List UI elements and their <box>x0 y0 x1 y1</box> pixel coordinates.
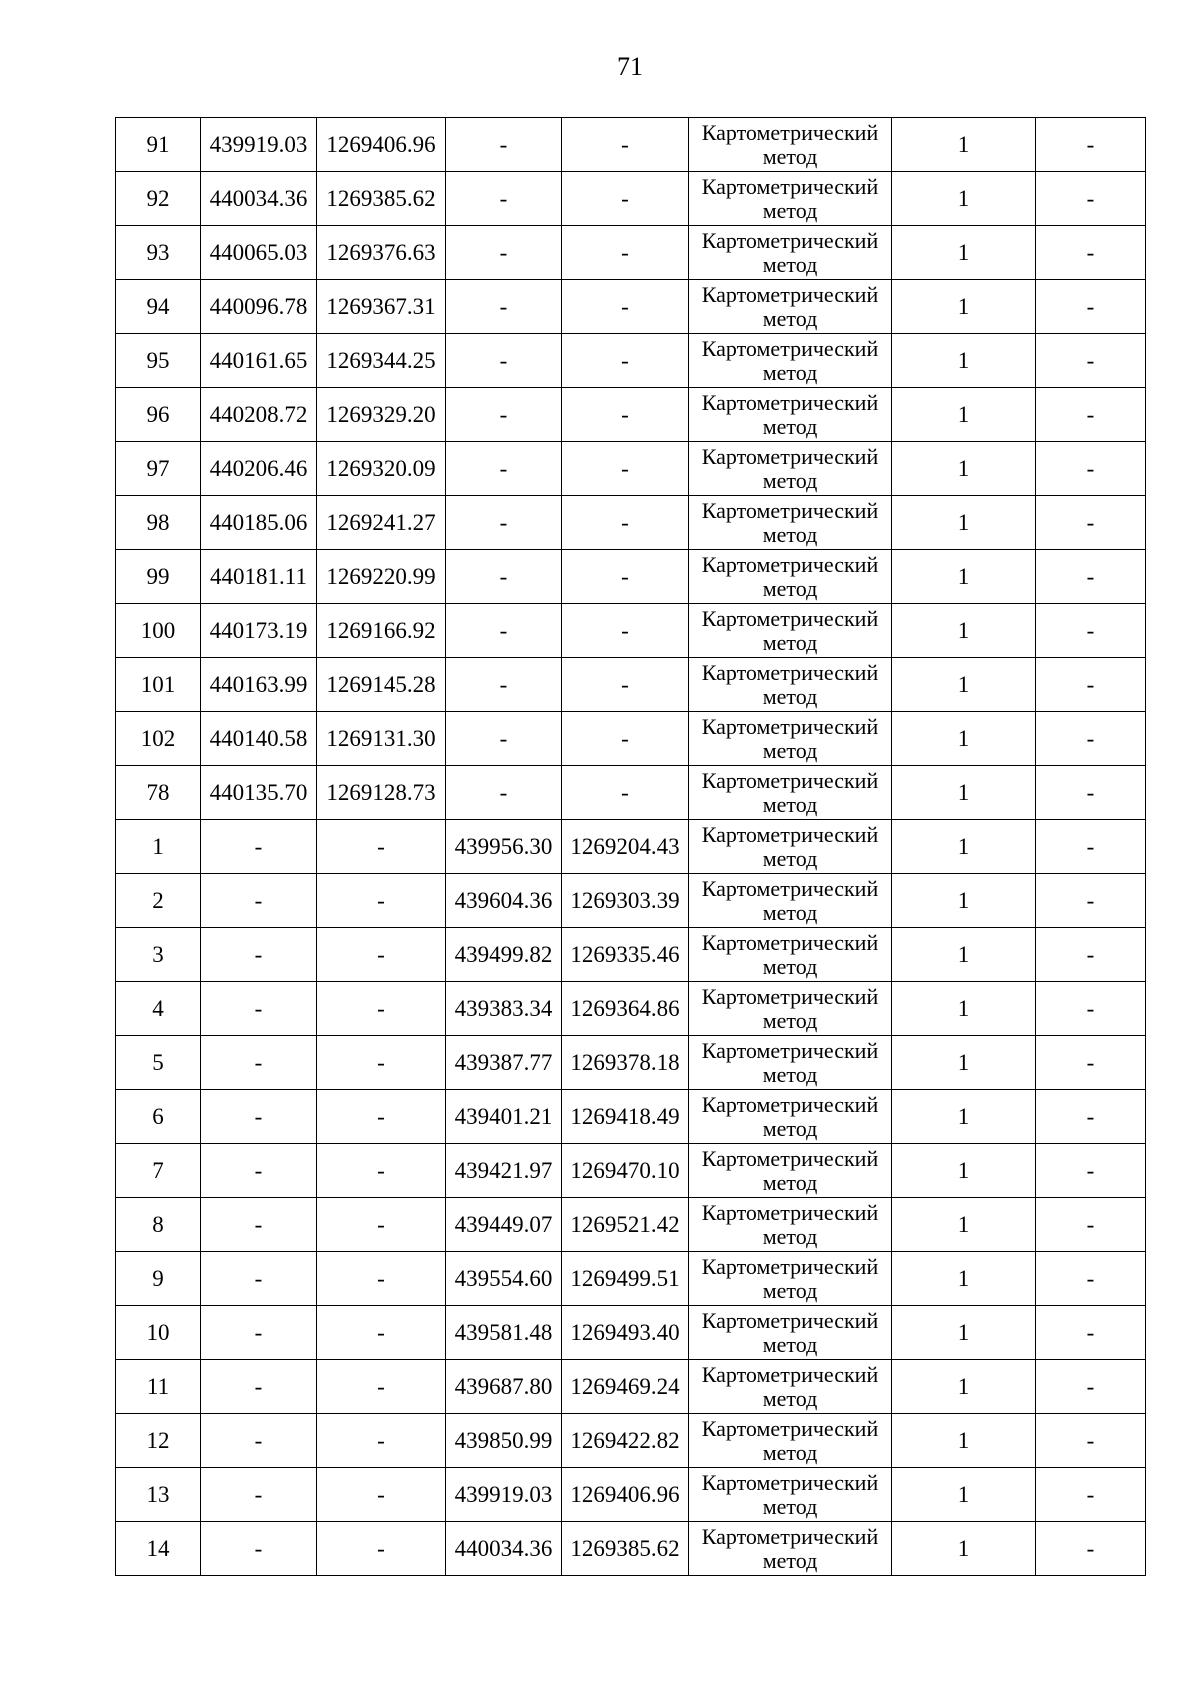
point-number-cell: 11 <box>116 1360 201 1414</box>
table-row <box>116 1036 1146 1090</box>
accuracy-cell: 1 <box>892 496 1036 550</box>
existing-x-cell: 439919.03 <box>201 118 317 172</box>
description-cell: - <box>1036 658 1146 712</box>
existing-y-cell: - <box>317 1252 446 1306</box>
point-number-cell: 91 <box>116 118 201 172</box>
description-cell: - <box>1036 334 1146 388</box>
new-y-cell: 1269303.39 <box>562 874 689 928</box>
existing-x-cell: 440161.65 <box>201 334 317 388</box>
coordinates-table <box>115 117 1146 1576</box>
method-cell: Картометрический метод <box>689 1468 892 1522</box>
point-number-cell: 10 <box>116 1306 201 1360</box>
description-cell: - <box>1036 118 1146 172</box>
existing-y-cell: 1269385.62 <box>317 172 446 226</box>
accuracy-cell: 1 <box>892 1468 1036 1522</box>
description-cell: - <box>1036 1252 1146 1306</box>
table-row <box>116 1144 1146 1198</box>
point-number-cell: 97 <box>116 442 201 496</box>
description-cell: - <box>1036 982 1146 1036</box>
existing-y-cell: - <box>317 1090 446 1144</box>
method-cell: Картометрический метод <box>689 550 892 604</box>
existing-y-cell: - <box>317 982 446 1036</box>
method-cell: Картометрический метод <box>689 496 892 550</box>
accuracy-cell: 1 <box>892 658 1036 712</box>
new-x-cell: - <box>446 226 562 280</box>
point-number-cell: 6 <box>116 1090 201 1144</box>
accuracy-cell: 1 <box>892 766 1036 820</box>
existing-y-cell: 1269367.31 <box>317 280 446 334</box>
existing-y-cell: - <box>317 1414 446 1468</box>
point-number-cell: 2 <box>116 874 201 928</box>
existing-y-cell: 1269376.63 <box>317 226 446 280</box>
new-y-cell: 1269378.18 <box>562 1036 689 1090</box>
existing-y-cell: - <box>317 1306 446 1360</box>
point-number-cell: 95 <box>116 334 201 388</box>
description-cell: - <box>1036 1036 1146 1090</box>
new-x-cell: 439604.36 <box>446 874 562 928</box>
point-number-cell: 78 <box>116 766 201 820</box>
method-cell: Картометрический метод <box>689 172 892 226</box>
point-number-cell: 98 <box>116 496 201 550</box>
new-y-cell: 1269385.62 <box>562 1522 689 1576</box>
accuracy-cell: 1 <box>892 334 1036 388</box>
table-row <box>116 226 1146 280</box>
existing-x-cell: - <box>201 874 317 928</box>
description-cell: - <box>1036 496 1146 550</box>
description-cell: - <box>1036 1144 1146 1198</box>
method-cell: Картометрический метод <box>689 1036 892 1090</box>
method-cell: Картометрический метод <box>689 1360 892 1414</box>
existing-y-cell: - <box>317 1036 446 1090</box>
new-y-cell: - <box>562 658 689 712</box>
point-number-cell: 4 <box>116 982 201 1036</box>
description-cell: - <box>1036 280 1146 334</box>
point-number-cell: 12 <box>116 1414 201 1468</box>
method-cell: Картометрический метод <box>689 928 892 982</box>
existing-y-cell: 1269320.09 <box>317 442 446 496</box>
table-row <box>116 172 1146 226</box>
table-row <box>116 820 1146 874</box>
point-number-cell: 1 <box>116 820 201 874</box>
new-x-cell: - <box>446 334 562 388</box>
new-y-cell: - <box>562 442 689 496</box>
table-row <box>116 1198 1146 1252</box>
method-cell: Картометрический метод <box>689 658 892 712</box>
table-row <box>116 658 1146 712</box>
new-x-cell: 439499.82 <box>446 928 562 982</box>
new-y-cell: 1269422.82 <box>562 1414 689 1468</box>
new-x-cell: - <box>446 658 562 712</box>
new-y-cell: - <box>562 226 689 280</box>
existing-y-cell: - <box>317 874 446 928</box>
new-x-cell: 439581.48 <box>446 1306 562 1360</box>
new-x-cell: 440034.36 <box>446 1522 562 1576</box>
method-cell: Картометрический метод <box>689 1090 892 1144</box>
table-row <box>116 1468 1146 1522</box>
accuracy-cell: 1 <box>892 712 1036 766</box>
accuracy-cell: 1 <box>892 1306 1036 1360</box>
new-x-cell: - <box>446 550 562 604</box>
table-row <box>116 712 1146 766</box>
existing-y-cell: 1269406.96 <box>317 118 446 172</box>
existing-x-cell: 440096.78 <box>201 280 317 334</box>
table-row <box>116 280 1146 334</box>
accuracy-cell: 1 <box>892 1036 1036 1090</box>
accuracy-cell: 1 <box>892 820 1036 874</box>
point-number-cell: 96 <box>116 388 201 442</box>
method-cell: Картометрический метод <box>689 334 892 388</box>
existing-y-cell: 1269344.25 <box>317 334 446 388</box>
method-cell: Картометрический метод <box>689 820 892 874</box>
description-cell: - <box>1036 442 1146 496</box>
method-cell: Картометрический метод <box>689 1252 892 1306</box>
existing-y-cell: - <box>317 928 446 982</box>
existing-y-cell: 1269145.28 <box>317 658 446 712</box>
accuracy-cell: 1 <box>892 1360 1036 1414</box>
new-y-cell: 1269469.24 <box>562 1360 689 1414</box>
new-x-cell: - <box>446 712 562 766</box>
new-y-cell: - <box>562 118 689 172</box>
new-x-cell: 439850.99 <box>446 1414 562 1468</box>
method-cell: Картометрический метод <box>689 982 892 1036</box>
new-x-cell: 439919.03 <box>446 1468 562 1522</box>
existing-y-cell: - <box>317 1468 446 1522</box>
existing-x-cell: 440163.99 <box>201 658 317 712</box>
method-cell: Картометрический метод <box>689 280 892 334</box>
method-cell: Картометрический метод <box>689 226 892 280</box>
new-x-cell: 439449.07 <box>446 1198 562 1252</box>
new-y-cell: - <box>562 766 689 820</box>
method-cell: Картометрический метод <box>689 604 892 658</box>
description-cell: - <box>1036 874 1146 928</box>
table-row <box>116 1414 1146 1468</box>
new-x-cell: - <box>446 442 562 496</box>
table-row <box>116 334 1146 388</box>
description-cell: - <box>1036 1198 1146 1252</box>
description-cell: - <box>1036 712 1146 766</box>
accuracy-cell: 1 <box>892 118 1036 172</box>
accuracy-cell: 1 <box>892 928 1036 982</box>
method-cell: Картометрический метод <box>689 766 892 820</box>
new-y-cell: - <box>562 550 689 604</box>
page-number: 71 <box>617 52 643 81</box>
new-y-cell: - <box>562 712 689 766</box>
table-row <box>116 1522 1146 1576</box>
table-body <box>116 118 1146 1576</box>
existing-x-cell: 440140.58 <box>201 712 317 766</box>
description-cell: - <box>1036 550 1146 604</box>
existing-x-cell: - <box>201 1198 317 1252</box>
description-cell: - <box>1036 1306 1146 1360</box>
existing-x-cell: 440173.19 <box>201 604 317 658</box>
table-row <box>116 874 1146 928</box>
table-row <box>116 982 1146 1036</box>
new-x-cell: 439554.60 <box>446 1252 562 1306</box>
existing-x-cell: - <box>201 1360 317 1414</box>
new-y-cell: 1269499.51 <box>562 1252 689 1306</box>
point-number-cell: 101 <box>116 658 201 712</box>
accuracy-cell: 1 <box>892 442 1036 496</box>
existing-y-cell: 1269166.92 <box>317 604 446 658</box>
new-y-cell: 1269204.43 <box>562 820 689 874</box>
new-x-cell: - <box>446 388 562 442</box>
new-y-cell: 1269521.42 <box>562 1198 689 1252</box>
description-cell: - <box>1036 820 1146 874</box>
method-cell: Картометрический метод <box>689 1144 892 1198</box>
existing-x-cell: - <box>201 1144 317 1198</box>
existing-x-cell: 440185.06 <box>201 496 317 550</box>
new-y-cell: 1269335.46 <box>562 928 689 982</box>
table-row <box>116 550 1146 604</box>
new-x-cell: 439687.80 <box>446 1360 562 1414</box>
method-cell: Картометрический метод <box>689 1306 892 1360</box>
method-cell: Картометрический метод <box>689 442 892 496</box>
new-y-cell: - <box>562 280 689 334</box>
existing-x-cell: - <box>201 820 317 874</box>
new-y-cell: 1269364.86 <box>562 982 689 1036</box>
description-cell: - <box>1036 388 1146 442</box>
description-cell: - <box>1036 1360 1146 1414</box>
new-y-cell: - <box>562 496 689 550</box>
accuracy-cell: 1 <box>892 1522 1036 1576</box>
point-number-cell: 13 <box>116 1468 201 1522</box>
point-number-cell: 9 <box>116 1252 201 1306</box>
new-x-cell: 439421.97 <box>446 1144 562 1198</box>
existing-x-cell: 440181.11 <box>201 550 317 604</box>
table-row <box>116 604 1146 658</box>
accuracy-cell: 1 <box>892 982 1036 1036</box>
method-cell: Картометрический метод <box>689 1198 892 1252</box>
existing-x-cell: 440206.46 <box>201 442 317 496</box>
new-x-cell: 439387.77 <box>446 1036 562 1090</box>
accuracy-cell: 1 <box>892 550 1036 604</box>
new-x-cell: - <box>446 118 562 172</box>
table-row <box>116 1252 1146 1306</box>
point-number-cell: 8 <box>116 1198 201 1252</box>
existing-y-cell: 1269329.20 <box>317 388 446 442</box>
new-y-cell: 1269493.40 <box>562 1306 689 1360</box>
new-x-cell: 439383.34 <box>446 982 562 1036</box>
table-row <box>116 1090 1146 1144</box>
existing-y-cell: - <box>317 1360 446 1414</box>
existing-x-cell: - <box>201 1252 317 1306</box>
table-row <box>116 388 1146 442</box>
new-x-cell: 439401.21 <box>446 1090 562 1144</box>
accuracy-cell: 1 <box>892 1144 1036 1198</box>
accuracy-cell: 1 <box>892 226 1036 280</box>
table-row <box>116 442 1146 496</box>
accuracy-cell: 1 <box>892 1414 1036 1468</box>
existing-y-cell: 1269131.30 <box>317 712 446 766</box>
table-row <box>116 928 1146 982</box>
existing-y-cell: - <box>317 1522 446 1576</box>
description-cell: - <box>1036 604 1146 658</box>
description-cell: - <box>1036 766 1146 820</box>
existing-x-cell: 440065.03 <box>201 226 317 280</box>
method-cell: Картометрический метод <box>689 1522 892 1576</box>
new-x-cell: 439956.30 <box>446 820 562 874</box>
accuracy-cell: 1 <box>892 172 1036 226</box>
new-x-cell: - <box>446 280 562 334</box>
description-cell: - <box>1036 226 1146 280</box>
existing-y-cell: 1269128.73 <box>317 766 446 820</box>
new-x-cell: - <box>446 172 562 226</box>
existing-x-cell: - <box>201 1090 317 1144</box>
point-number-cell: 102 <box>116 712 201 766</box>
existing-y-cell: - <box>317 1198 446 1252</box>
new-x-cell: - <box>446 496 562 550</box>
accuracy-cell: 1 <box>892 388 1036 442</box>
existing-x-cell: - <box>201 1522 317 1576</box>
table-row <box>116 496 1146 550</box>
description-cell: - <box>1036 1522 1146 1576</box>
existing-x-cell: 440034.36 <box>201 172 317 226</box>
table-row <box>116 766 1146 820</box>
table-row <box>116 1306 1146 1360</box>
existing-x-cell: - <box>201 1036 317 1090</box>
point-number-cell: 7 <box>116 1144 201 1198</box>
existing-x-cell: - <box>201 1468 317 1522</box>
point-number-cell: 99 <box>116 550 201 604</box>
existing-x-cell: - <box>201 1306 317 1360</box>
method-cell: Картометрический метод <box>689 118 892 172</box>
description-cell: - <box>1036 1090 1146 1144</box>
accuracy-cell: 1 <box>892 604 1036 658</box>
new-y-cell: - <box>562 334 689 388</box>
existing-x-cell: - <box>201 982 317 1036</box>
existing-y-cell: - <box>317 1144 446 1198</box>
new-y-cell: 1269470.10 <box>562 1144 689 1198</box>
accuracy-cell: 1 <box>892 280 1036 334</box>
point-number-cell: 92 <box>116 172 201 226</box>
new-y-cell: 1269418.49 <box>562 1090 689 1144</box>
new-x-cell: - <box>446 766 562 820</box>
accuracy-cell: 1 <box>892 874 1036 928</box>
existing-y-cell: - <box>317 820 446 874</box>
table-row <box>116 118 1146 172</box>
new-y-cell: - <box>562 172 689 226</box>
existing-x-cell: - <box>201 928 317 982</box>
description-cell: - <box>1036 172 1146 226</box>
description-cell: - <box>1036 928 1146 982</box>
point-number-cell: 93 <box>116 226 201 280</box>
accuracy-cell: 1 <box>892 1198 1036 1252</box>
table-row <box>116 1360 1146 1414</box>
point-number-cell: 94 <box>116 280 201 334</box>
point-number-cell: 5 <box>116 1036 201 1090</box>
method-cell: Картометрический метод <box>689 388 892 442</box>
method-cell: Картометрический метод <box>689 1414 892 1468</box>
description-cell: - <box>1036 1414 1146 1468</box>
existing-y-cell: 1269241.27 <box>317 496 446 550</box>
point-number-cell: 3 <box>116 928 201 982</box>
description-cell: - <box>1036 1468 1146 1522</box>
new-y-cell: - <box>562 388 689 442</box>
existing-y-cell: 1269220.99 <box>317 550 446 604</box>
accuracy-cell: 1 <box>892 1090 1036 1144</box>
accuracy-cell: 1 <box>892 1252 1036 1306</box>
new-y-cell: - <box>562 604 689 658</box>
point-number-cell: 100 <box>116 604 201 658</box>
existing-x-cell: - <box>201 1414 317 1468</box>
method-cell: Картометрический метод <box>689 874 892 928</box>
new-x-cell: - <box>446 604 562 658</box>
existing-x-cell: 440208.72 <box>201 388 317 442</box>
existing-x-cell: 440135.70 <box>201 766 317 820</box>
point-number-cell: 14 <box>116 1522 201 1576</box>
method-cell: Картометрический метод <box>689 712 892 766</box>
new-y-cell: 1269406.96 <box>562 1468 689 1522</box>
